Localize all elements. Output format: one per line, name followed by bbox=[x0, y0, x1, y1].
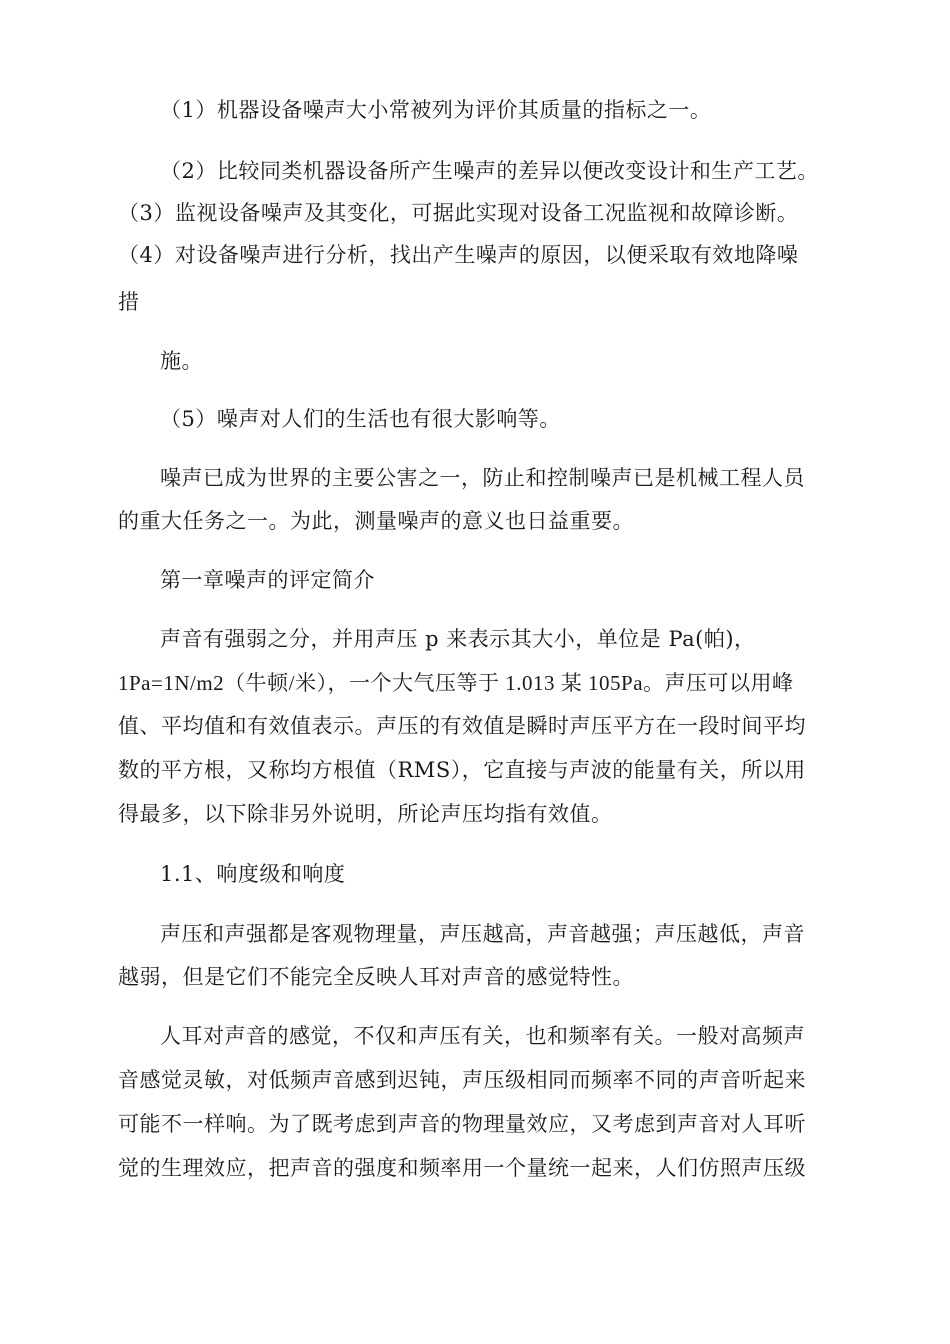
paragraph-line: 得最多，以下除非另外说明，所论声压均指有效值。 bbox=[118, 802, 613, 826]
list-item-1: （1）机器设备噪声大小常被列为评价其质量的指标之一。 bbox=[160, 98, 712, 122]
paragraph-line: 声音有强弱之分，并用声压 p 来表示其大小，单位是 Pa(帕)， bbox=[160, 627, 756, 651]
paragraph-line: 音感觉灵敏，对低频声音感到迟钝，声压级相同而频率不同的声音听起来 bbox=[118, 1068, 806, 1092]
paragraph-line: 可能不一样响。为了既考虑到声音的物理量效应，又考虑到声音对人耳听 bbox=[118, 1112, 806, 1136]
paragraph-line: 噪声已成为世界的主要公害之一，防止和控制噪声已是机械工程人员 bbox=[160, 466, 805, 490]
list-item-5: （5）噪声对人们的生活也有很大影响等。 bbox=[160, 407, 561, 431]
paragraph-line: 1Pa=1N/m2（牛顿/米），一个大气压等于 1.013 某 105Pa。声压可以用峰 bbox=[118, 671, 794, 695]
paragraph-line: 值、平均值和有效值表示。声压的有效值是瞬时声压平方在一段时间平均 bbox=[118, 714, 806, 738]
list-item-4-end: 施。 bbox=[160, 349, 203, 373]
list-item-4: （4）对设备噪声进行分析，找出产生噪声的原因，以便采取有效地降噪 bbox=[118, 243, 799, 267]
paragraph-line: 的重大任务之一。为此，测量噪声的意义也日益重要。 bbox=[118, 509, 634, 533]
list-item-2: （2）比较同类机器设备所产生噪声的差异以便改变设计和生产工艺。 bbox=[160, 159, 819, 183]
paragraph-line: 声压和声强都是客观物理量，声压越高，声音越强；声压越低，声音 bbox=[160, 922, 805, 946]
list-item-3: （3）监视设备噪声及其变化，可据此实现对设备工况监视和故障诊断。 bbox=[118, 201, 799, 225]
paragraph-line: 越弱，但是它们不能完全反映人耳对声音的感觉特性。 bbox=[118, 965, 634, 989]
paragraph-line: 数的平方根，又称均方根值（RMS），它直接与声波的能量有关，所以用 bbox=[118, 758, 806, 782]
paragraph-line: 人耳对声音的感觉，不仅和声压有关，也和频率有关。一般对高频声 bbox=[160, 1024, 805, 1048]
list-item-4-continued: 措 bbox=[118, 290, 140, 314]
paragraph-line: 觉的生理效应，把声音的强度和频率用一个量统一起来，人们仿照声压级 bbox=[118, 1156, 806, 1180]
chapter-heading: 第一章噪声的评定简介 bbox=[160, 568, 375, 592]
section-heading: 1.1、响度级和响度 bbox=[160, 862, 346, 886]
